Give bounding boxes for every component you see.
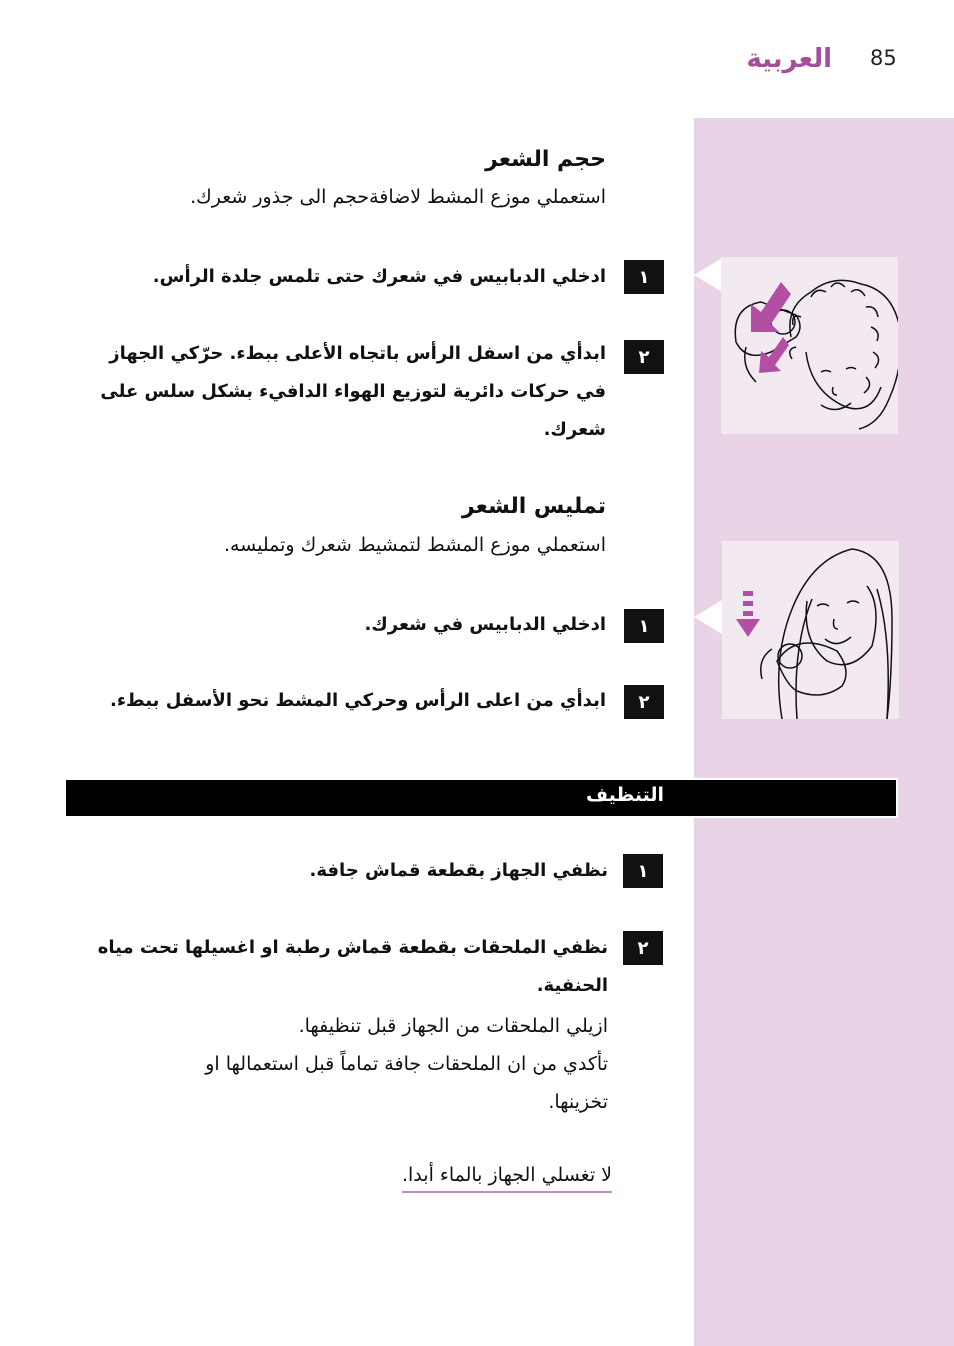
smoothing-step-1-number: ١ — [624, 609, 664, 643]
volume-intro: استعملي موزع المشط لاضافةحجم الى جذور شعرك. — [190, 186, 606, 208]
cleaning-step-1-text: نظفي الجهاز بقطعة قماش جافة. — [309, 860, 608, 881]
cleaning-step-1-number: ١ — [623, 854, 663, 888]
cleaning-notes — [205, 1007, 608, 1121]
cleaning-title: التنظيف — [585, 784, 664, 806]
smoothing-step-1-text: ادخلي الدبابيس في شعرك. — [364, 614, 606, 635]
volume-step-2-number: ٢ — [624, 340, 664, 374]
curly-hair-drying-illustration — [721, 257, 898, 434]
smoothing-step-2-text: ابدأي من اعلى الرأس وحركي المشط نحو الأسفل ببطء. — [110, 690, 606, 711]
volume-step-1-number: ١ — [624, 260, 664, 294]
smoothing-step-2-number: ٢ — [624, 685, 664, 719]
cleaning-step-2-line: الحنفية. — [536, 975, 608, 996]
cleaning-note-line: تأكدي من ان الملحقات جافة تماماً قبل استعمالها او — [205, 1053, 608, 1075]
cleaning-header-bar — [64, 778, 898, 818]
volume-step-2-line: في حركات دائرية لتوزيع الهواء الدافيء بشكل سلس على — [100, 381, 606, 402]
cleaning-note-line: تخزينها. — [548, 1091, 608, 1113]
straight-hair-drawing — [722, 541, 899, 719]
volume-title: حجم الشعر — [485, 147, 606, 172]
cleaning-note-line: ازيلي الملحقات من الجهاز قبل تنظيفها. — [298, 1015, 608, 1037]
illustration-pointer — [694, 258, 722, 292]
smoothing-intro: استعملي موزع المشط لتمشيط شعرك وتمليسه. — [223, 534, 606, 556]
cleaning-warning: لا تغسلي الجهاز بالماء أبدا. — [402, 1164, 612, 1193]
cleaning-step-2-text — [98, 929, 608, 1005]
volume-step-2-line: ابدأي من اسفل الرأس باتجاه الأعلى ببطء. حرّكي الجهاز — [109, 343, 606, 364]
cleaning-step-2-number: ٢ — [623, 931, 663, 965]
cleaning-step-2-line: نظفي الملحقات بقطعة قماش رطبة او اغسيلها تحت مياه — [97, 937, 608, 958]
volume-step-1-text: ادخلي الدبابيس في شعرك حتى تلمس جلدة الرأس. — [152, 266, 606, 287]
curly-hair-drawing — [721, 257, 898, 434]
volume-step-2-line: شعرك. — [543, 419, 606, 440]
language-title: العربية — [746, 44, 832, 74]
volume-step-2-text — [100, 335, 606, 449]
straight-hair-drying-illustration — [722, 541, 899, 719]
page-number: 85 — [870, 46, 897, 70]
illustration-pointer — [694, 600, 722, 634]
smoothing-title: تمليس الشعر — [461, 494, 606, 519]
